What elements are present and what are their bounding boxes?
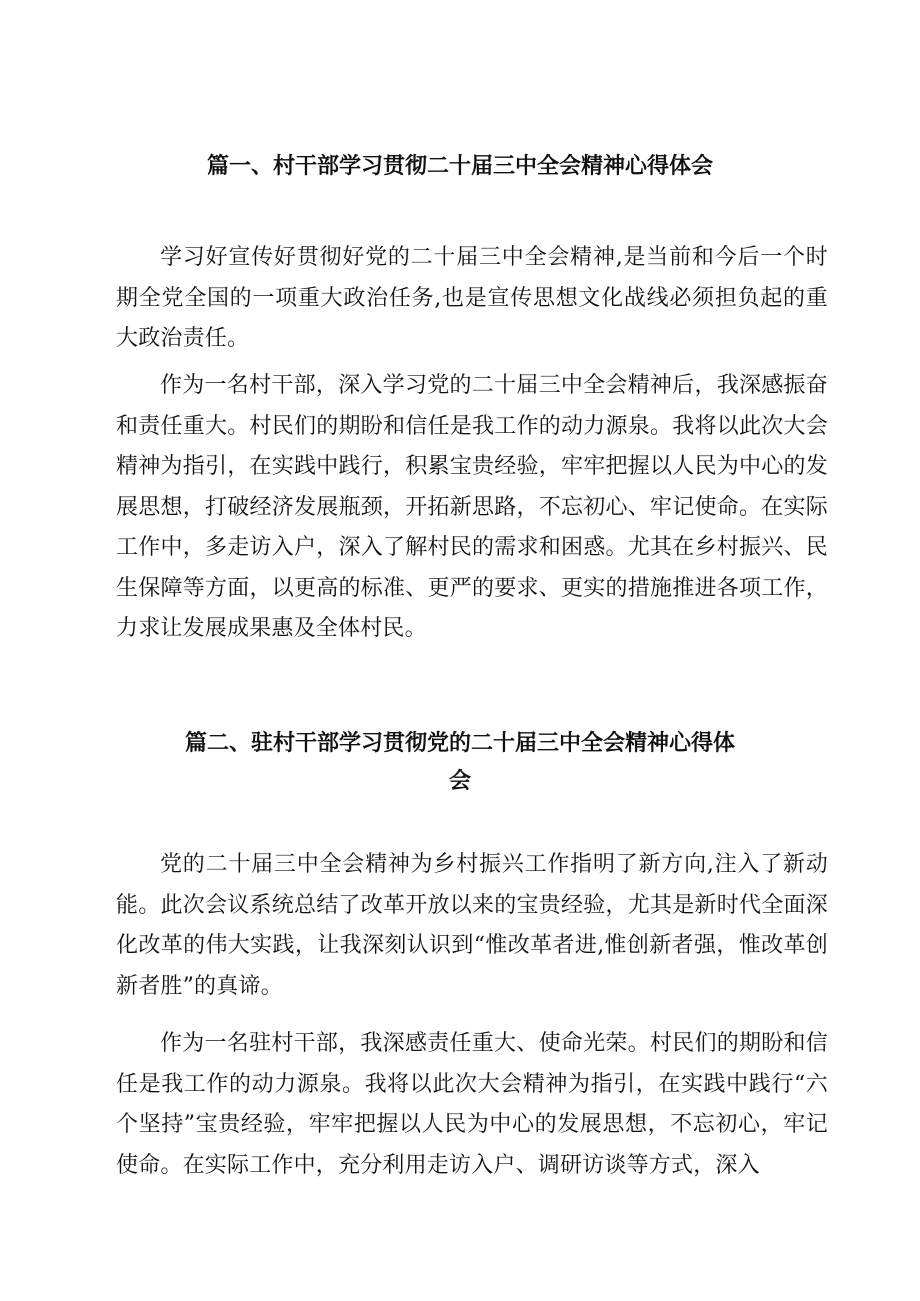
section-2-title-line-2: 会 <box>448 768 471 794</box>
section-1-paragraph-2: 作为一名村干部，深入学习党的二十届三中全会精神后，我深感振奋和责任重大。村民们的期盼和信任是我工作的动力源泉。我将以此次大会精神为指引，在实践中践行，积累宝贵经验，牢牢把握以人民为中心的发展思想，打破经济发展瓶颈，开拓新思路，不忘初心、牢记使命。在实际工作中，多走访入户，深入了解村民的需求和困惑。尤其在乡村振兴、民生保障等方面，以更高的标准、更严的要求、更实的措施推进各项工作，力求让发展成果惠及全体村民。 <box>116 373 828 641</box>
section-2-paragraph-2: 作为一名驻村干部，我深感责任重大、使命光荣。村民们的期盼和信任是我工作的动力源泉。我将以此次大会精神为指引，在实践中践行“六个坚持”宝贵经验，牢牢把握以人民为中心的发展思想，不忘初心，牢记使命。在实际工作中，充分利用走访入户、调研访谈等方式，深入 <box>116 1031 828 1178</box>
section-2-title-line-1: 篇二、驻村干部学习贯彻党的二十届三中全会精神心得体 <box>184 730 735 756</box>
section-2-paragraph-1: 党的二十届三中全会精神为乡村振兴工作指明了新方向,注入了新动能。此次会议系统总结了改革开放以来的宝贵经验，尤其是新时代全面深化改革的伟大实践，让我深刻认识到“惟改革者进,惟创新者强，惟改革创新者胜”的真谛。 <box>116 852 828 999</box>
section-2-title <box>0 724 920 800</box>
section-1-title: 篇一、村干部学习贯彻二十届三中全会精神心得体会 <box>206 153 713 179</box>
section-1-paragraph-1: 学习好宣传好贯彻好党的二十届三中全会精神,是当前和今后一个时期全党全国的一项重大政治任务,也是宣传思想文化战线必须担负起的重大政治责任。 <box>116 245 828 351</box>
